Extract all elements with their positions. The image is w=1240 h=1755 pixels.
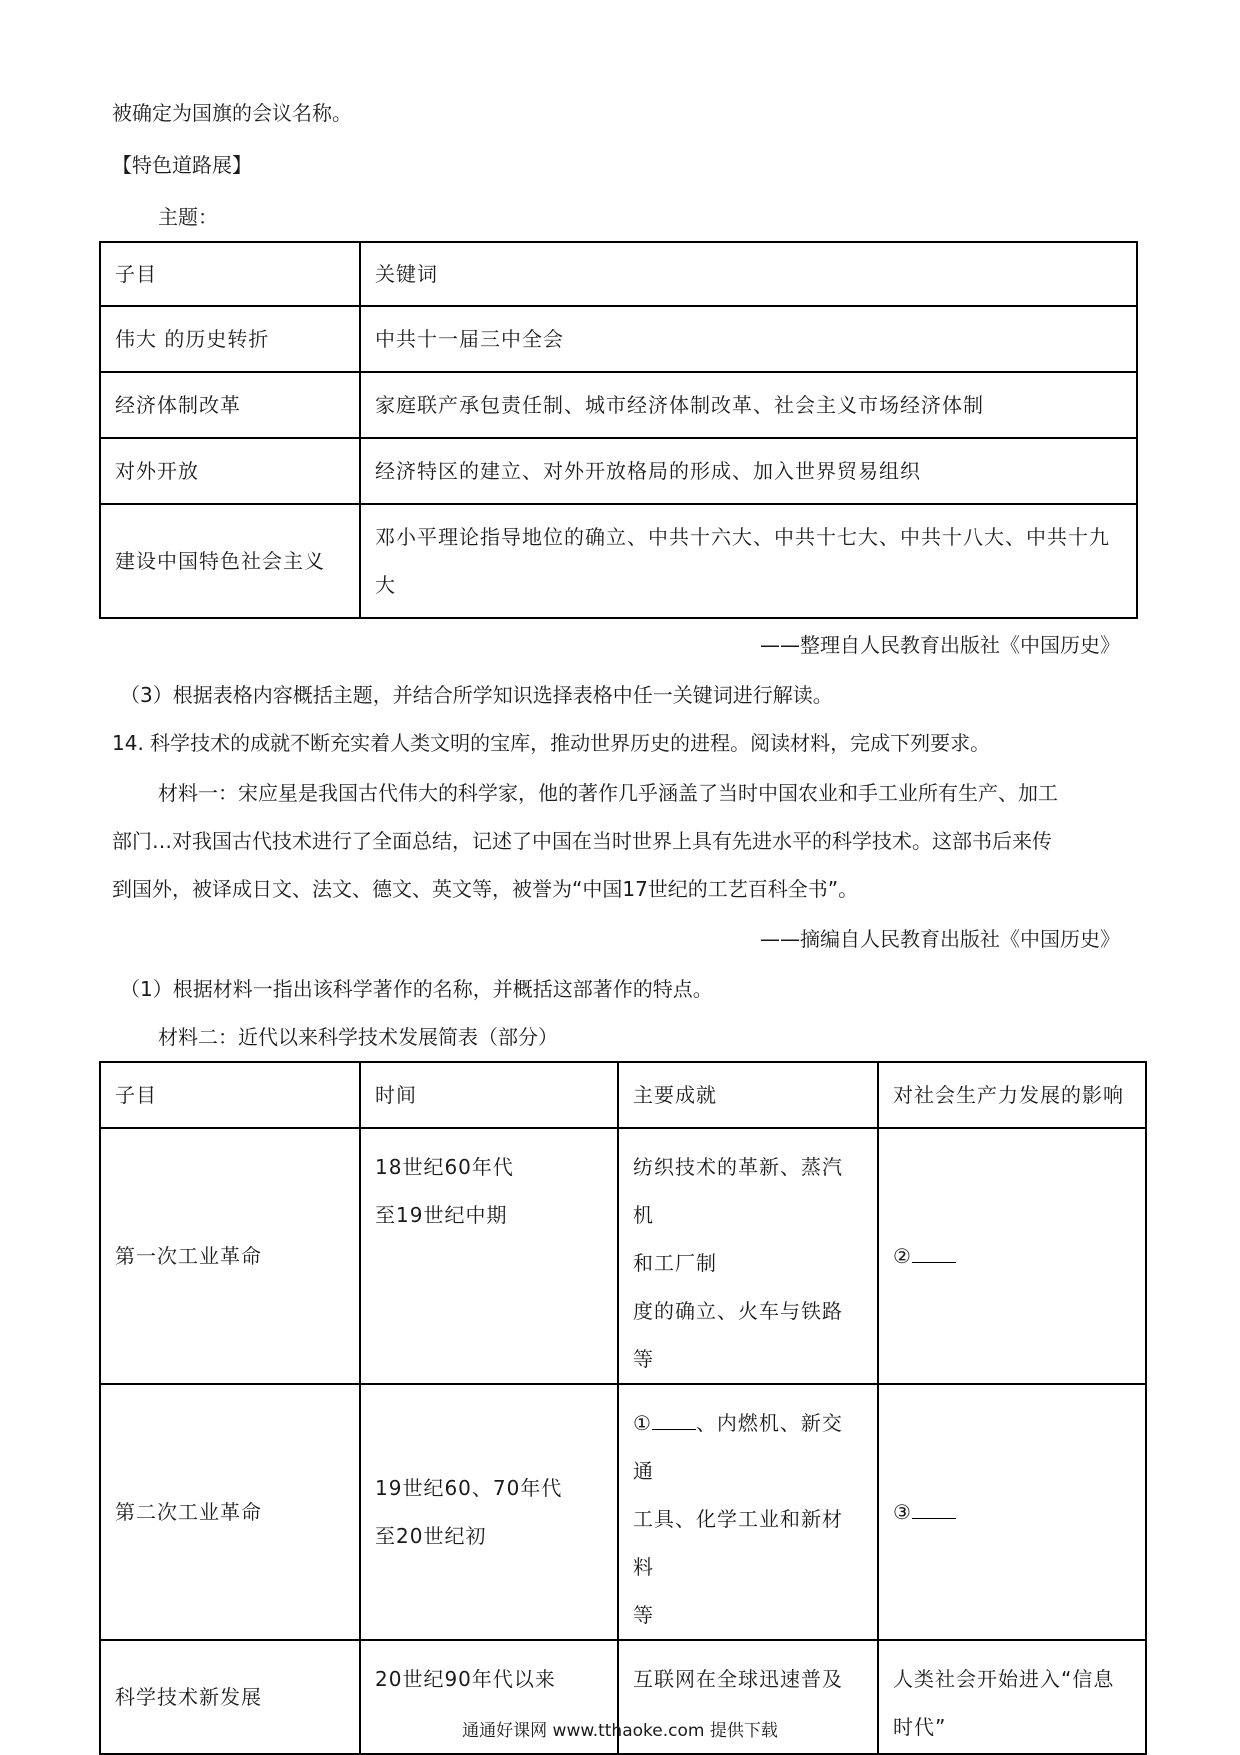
row-time: 20世纪90年代以来: [360, 1640, 618, 1754]
time-line: 18世纪60年代: [375, 1155, 514, 1179]
header-cell-subitem: 子目: [100, 1062, 360, 1128]
table-row: [100, 504, 1137, 618]
theme-label: 主题：: [158, 205, 218, 229]
achievement-line: [633, 1399, 863, 1495]
material-1-line-3: 到国外，被译成日文、法文、德文、英文等，被誉为“中国17世纪的工艺百科全书”。: [112, 877, 859, 901]
row-keywords: 经济特区的建立、对外开放格局的形成、加入世界贸易组织: [360, 438, 1137, 504]
table-row: [100, 1384, 1146, 1640]
time-line: 至20世纪初: [375, 1524, 487, 1548]
impact-marker: ②: [893, 1244, 912, 1268]
row-name: 第二次工业革命: [100, 1384, 360, 1640]
table-header-row: [100, 242, 1137, 306]
row-impact: [878, 1384, 1146, 1640]
row-subitem: 经济体制改革: [100, 372, 360, 438]
header-cell-impact: 对社会生产力发展的影响: [878, 1062, 1146, 1128]
table-header-row: [100, 1062, 1146, 1128]
header-cell-keywords: 关键词: [360, 242, 1137, 306]
row-time: [360, 1384, 618, 1640]
row-keywords: 邓小平理论指导地位的确立、中共十六大、中共十七大、中共十八大、中共十九大: [360, 504, 1137, 618]
time-line: 19世纪60、70年代: [375, 1476, 563, 1500]
question-14-title: 14. 科学技术的成就不断充实着人类文明的宝库，推动世界历史的进程。阅读材料，完成下列要求。: [112, 731, 991, 755]
table-row: [100, 372, 1137, 438]
achievement-text: 、内燃机、新交通: [633, 1411, 843, 1483]
row-name: 第一次工业革命: [100, 1128, 360, 1384]
achievement-line: 等: [633, 1603, 654, 1627]
row-subitem: 伟大 的历史转折: [100, 306, 360, 372]
material-2-title: 材料二：近代以来科学技术发展简表（部分）: [158, 1025, 558, 1049]
question-1: （1）根据材料一指出该科学著作的名称，并概括这部著作的特点。: [120, 977, 713, 1001]
source-citation-2: ——摘编自人民教育出版社《中国历史》: [760, 927, 1120, 951]
header-cell-achievements: 主要成就: [618, 1062, 878, 1128]
achievement-line: 工具、化学工业和新材料: [633, 1507, 843, 1579]
row-subitem: 建设中国特色社会主义: [100, 504, 360, 618]
intro-line: 被确定为国旗的会议名称。: [112, 101, 352, 125]
source-citation-1: ——整理自人民教育出版社《中国历史》: [760, 633, 1120, 657]
tech-table: [99, 1061, 1147, 1755]
achievement-line: 度的确立、火车与铁路等: [633, 1299, 843, 1371]
section-title: 【特色道路展】: [112, 153, 252, 177]
time-line: 至19世纪中期: [375, 1203, 508, 1227]
row-achievements: [618, 1128, 878, 1384]
row-name: 科学技术新发展: [100, 1640, 360, 1754]
material-1-line-1: 材料一：宋应星是我国古代伟大的科学家，他的著作几乎涵盖了当时中国农业和手工业所有生产、加工: [158, 781, 1058, 805]
answer-blank: [912, 1498, 956, 1519]
table-row: [100, 306, 1137, 372]
row-impact: [878, 1128, 1146, 1384]
achievement-marker: ①: [633, 1411, 652, 1435]
answer-blank: [912, 1242, 956, 1263]
achievement-line: 和工厂制: [633, 1251, 717, 1275]
table-row: [100, 1128, 1146, 1384]
material-1-line-2: 部门…对我国古代技术进行了全面总结，记述了中国在当时世界上具有先进水平的科学技术。这部书后来传: [112, 829, 1052, 853]
header-cell-time: 时间: [360, 1062, 618, 1128]
table-row: [100, 438, 1137, 504]
answer-blank: [652, 1409, 696, 1430]
header-cell-subitem: 子目: [100, 242, 360, 306]
achievement-line: 纺织技术的革新、蒸汽机: [633, 1155, 843, 1227]
impact-marker: ③: [893, 1500, 912, 1524]
row-keywords: 中共十一届三中全会: [360, 306, 1137, 372]
question-3: （3）根据表格内容概括主题，并结合所学知识选择表格中任一关键词进行解读。: [120, 683, 833, 707]
road-table: [99, 241, 1138, 619]
row-achievements: 互联网在全球迅速普及: [618, 1640, 878, 1754]
impact-line: 人类社会开始进入“信息: [893, 1667, 1115, 1691]
impact-line: 时代”: [893, 1715, 947, 1739]
row-achievements: [618, 1384, 878, 1640]
page-footer: 通通好课网 www.tthaoke.com 提供下载: [462, 1721, 778, 1741]
row-keywords: 家庭联产承包责任制、城市经济体制改革、社会主义市场经济体制: [360, 372, 1137, 438]
row-subitem: 对外开放: [100, 438, 360, 504]
row-time: [360, 1128, 618, 1384]
